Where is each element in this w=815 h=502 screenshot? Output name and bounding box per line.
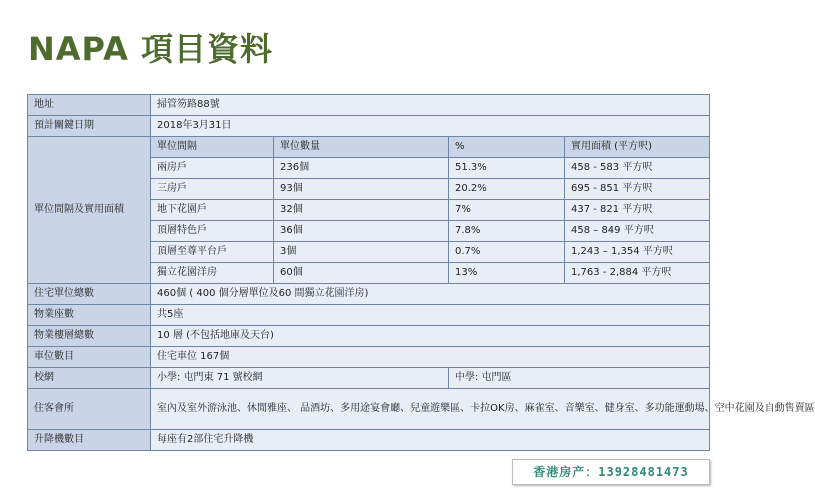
lifts-value: 每座有2部住宅升降機 [151,430,710,451]
unit-type: 頂層特色戶 [151,221,274,242]
units-header-area: 實用面積 (平方呎) [565,137,710,158]
unit-area: 458 - 583 平方呎 [565,158,710,179]
table-row-clubhouse [28,389,710,430]
unit-area: 695 - 851 平方呎 [565,179,710,200]
parking-label: 車位數目 [28,347,151,368]
unit-percent: 51.3% [449,158,565,179]
table-row-completion [28,116,710,137]
table-row-total-units [28,284,710,305]
unit-percent: 7.8% [449,221,565,242]
blocks-label: 物業座數 [28,305,151,326]
unit-count: 3個 [274,242,449,263]
unit-area: 458 – 849 平方呎 [565,221,710,242]
units-header-row [28,137,710,158]
unit-type: 地下花園戶 [151,200,274,221]
completion-value: 2018年3月31日 [151,116,710,137]
table-row-school [28,368,710,389]
unit-percent: 0.7% [449,242,565,263]
unit-count: 236個 [274,158,449,179]
project-info-table [27,94,815,451]
clubhouse-value: 室內及室外游泳池、休閒雅座、 品酒坊、多用途宴會廳、兒童遊樂區、卡拉OK房、麻雀室、音樂室、健身室、多功能運動場、空中花園及自動售賣區 [151,389,710,430]
unit-percent: 7% [449,200,565,221]
table-row-address [28,95,710,116]
total-units-value: 460個 ( 400 個分層單位及60 間獨立花園洋房) [151,284,710,305]
blocks-value: 共5座 [151,305,710,326]
lifts-label: 升降機數目 [28,430,151,451]
page-title: NAPA 項目資料 [28,30,273,68]
unit-area: 437 - 821 平方呎 [565,200,710,221]
unit-percent: 20.2% [449,179,565,200]
floors-value: 10 層 (不包括地庫及天台) [151,326,710,347]
unit-percent: 13% [449,263,565,284]
table-row-floors [28,326,710,347]
unit-count: 60個 [274,263,449,284]
address-label: 地址 [28,95,151,116]
completion-label: 預計關鍵日期 [28,116,151,137]
unit-count: 32個 [274,200,449,221]
school-primary: 小學: 屯門東 71 號校網 [151,368,449,389]
unit-area: 1,763 - 2,884 平方呎 [565,263,710,284]
unit-type: 兩房戶 [151,158,274,179]
unit-area: 1,243 – 1,354 平方呎 [565,242,710,263]
address-value: 掃管笏路88號 [151,95,710,116]
units-header-type: 單位間隔 [151,137,274,158]
unit-count: 36個 [274,221,449,242]
school-label: 校網 [28,368,151,389]
unit-count: 93個 [274,179,449,200]
table-row-blocks [28,305,710,326]
floors-label: 物業樓層總數 [28,326,151,347]
contact-watermark: 香港房产：13928481473 [512,459,710,485]
units-header-percent: % [449,137,565,158]
total-units-label: 住宅單位總數 [28,284,151,305]
table-row-lifts [28,430,710,451]
unit-type: 頂層至尊平台戶 [151,242,274,263]
clubhouse-label: 住客會所 [28,389,151,430]
unit-type: 三房戶 [151,179,274,200]
table-row-parking [28,347,710,368]
parking-value: 住宅車位 167個 [151,347,710,368]
school-secondary: 中學: 屯門區 [449,368,710,389]
unit-type: 獨立花園洋房 [151,263,274,284]
units-header-count: 單位數量 [274,137,449,158]
units-label: 單位間隔及實用面積 [28,137,151,284]
